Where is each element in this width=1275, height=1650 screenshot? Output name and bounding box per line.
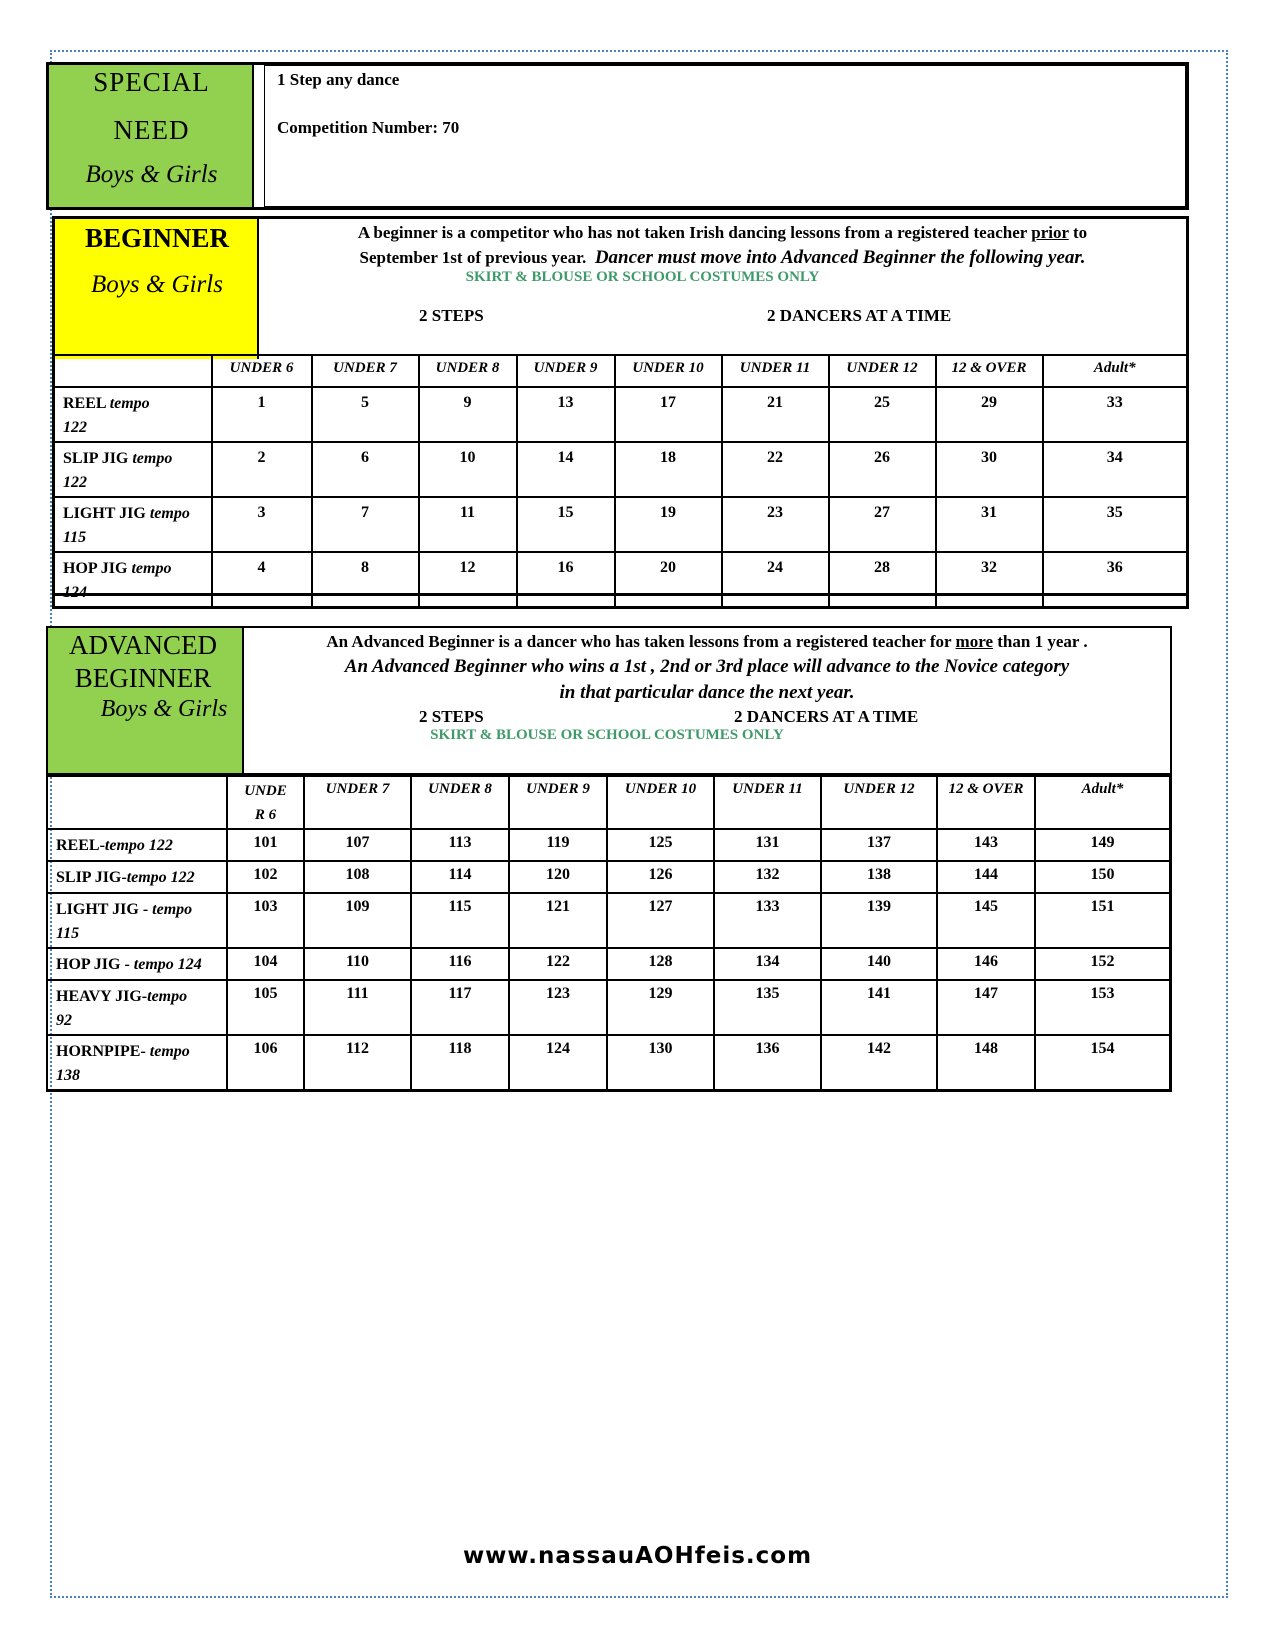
competition-number: 131 [714, 829, 821, 861]
advanced-table-row [47, 980, 1171, 1035]
beginner-header: UNDER 10 [615, 355, 722, 387]
competition-number: 30 [936, 442, 1043, 497]
competition-number: 132 [714, 861, 821, 893]
advanced-header: UNDER 8 [411, 776, 509, 829]
competition-number: 31 [936, 497, 1043, 552]
competition-number: 138 [821, 861, 937, 893]
beginner-table [52, 354, 1189, 609]
dance-label: HOP JIG [63, 560, 128, 577]
beginner-desc-text-b: to [1068, 223, 1088, 242]
beginner-dance-name [54, 442, 212, 497]
competition-number: 9 [419, 387, 517, 442]
footer-url: www.nassauAOHfeis.com [462, 1543, 813, 1569]
dance-label: SLIP JIG [63, 450, 129, 467]
competition-number: 17 [615, 387, 722, 442]
beginner-table-row [54, 442, 1188, 497]
advanced-dance-name [47, 893, 227, 948]
advanced-table [46, 775, 1172, 1092]
beginner-dancers: 2 DANCERS AT A TIME [767, 306, 952, 325]
competition-number: 19 [615, 497, 722, 552]
competition-number: 117 [411, 980, 509, 1035]
beginner-steps: 2 STEPS [419, 306, 484, 325]
competition-number: 110 [304, 948, 411, 980]
advanced-dance-name [47, 980, 227, 1035]
competition-number: 5 [312, 387, 419, 442]
beginner-header-blank [54, 355, 212, 387]
tempo-label: tempo 124 [133, 956, 202, 973]
competition-number: 36 [1043, 552, 1188, 608]
competition-number: 151 [1035, 893, 1171, 948]
beginner-label [55, 219, 259, 359]
dance-label: LIGHT JIG - [56, 901, 153, 918]
competition-number: 29 [936, 387, 1043, 442]
tempo-number: 115 [56, 925, 80, 942]
competition-number: 25 [829, 387, 936, 442]
special-need-subtitle: Boys & Girls [85, 161, 218, 188]
advanced-desc-line-2: An Advanced Beginner who wins a 1st , 2nd or 3rd place will advance to the Novice category [344, 656, 1070, 677]
special-need-detail-2: Competition Number: 70 [277, 118, 460, 137]
competition-number: 123 [509, 980, 607, 1035]
competition-number: 116 [411, 948, 509, 980]
competition-number: 23 [722, 497, 829, 552]
beginner-table-row [54, 497, 1188, 552]
competition-number: 111 [304, 980, 411, 1035]
competition-number: 142 [821, 1035, 937, 1091]
tempo-number: 92 [56, 1012, 72, 1029]
competition-number: 145 [937, 893, 1035, 948]
advanced-header: UNDER 9 [509, 776, 607, 829]
competition-number: 3 [212, 497, 312, 552]
advanced-table-row [47, 948, 1171, 980]
tempo-number: 122 [63, 419, 87, 436]
competition-number: 28 [829, 552, 936, 608]
advanced-desc-line-1 [244, 632, 1170, 652]
competition-number: 108 [304, 861, 411, 893]
tempo-label: tempo [149, 1043, 190, 1060]
advanced-costume-note: SKIRT & BLOUSE OR SCHOOL COSTUMES ONLY [430, 727, 784, 743]
tempo-label: tempo [132, 450, 173, 467]
competition-number: 119 [509, 829, 607, 861]
tempo-number: 122 [63, 474, 87, 491]
competition-number: 4 [212, 552, 312, 608]
competition-number: 128 [607, 948, 714, 980]
advanced-dance-name [47, 1035, 227, 1091]
beginner-header: UNDER 7 [312, 355, 419, 387]
beginner-header: 12 & OVER [936, 355, 1043, 387]
competition-number: 1 [212, 387, 312, 442]
special-need-section [46, 62, 1189, 210]
competition-number: 122 [509, 948, 607, 980]
beginner-desc-date: September 1st of previous year. [359, 248, 587, 267]
competition-number: 26 [829, 442, 936, 497]
competition-number: 133 [714, 893, 821, 948]
competition-number: 104 [227, 948, 304, 980]
competition-number: 125 [607, 829, 714, 861]
special-need-title-2: NEED [113, 115, 190, 145]
advanced-header: UNDER 7 [304, 776, 411, 829]
competition-number: 139 [821, 893, 937, 948]
competition-number: 2 [212, 442, 312, 497]
competition-number: 12 [419, 552, 517, 608]
advanced-header-under6 [227, 776, 304, 829]
advanced-header: UNDER 12 [821, 776, 937, 829]
competition-number: 154 [1035, 1035, 1171, 1091]
competition-number: 143 [937, 829, 1035, 861]
advanced-description [244, 628, 1170, 773]
competition-number: 120 [509, 861, 607, 893]
competition-number: 6 [312, 442, 419, 497]
advanced-dance-name [47, 829, 227, 861]
dance-label: HEAVY JIG- [56, 988, 148, 1005]
tempo-label: tempo 122 [104, 837, 173, 854]
competition-number: 10 [419, 442, 517, 497]
advanced-desc-text-b: than 1 year . [993, 632, 1088, 651]
beginner-title: BEGINNER [84, 223, 230, 253]
advanced-header: UNDER 11 [714, 776, 821, 829]
competition-number: 144 [937, 861, 1035, 893]
special-need-detail-1: 1 Step any dance [277, 70, 400, 89]
competition-number: 118 [411, 1035, 509, 1091]
competition-number: 16 [517, 552, 615, 608]
special-need-label [49, 65, 254, 207]
tempo-label: tempo [109, 395, 150, 412]
competition-number: 127 [607, 893, 714, 948]
special-need-title-1: SPECIAL [93, 67, 210, 97]
competition-number: 140 [821, 948, 937, 980]
competition-number: 22 [722, 442, 829, 497]
beginner-subtitle: Boys & Girls [91, 271, 223, 298]
competition-number: 150 [1035, 861, 1171, 893]
competition-number: 126 [607, 861, 714, 893]
tempo-number: 138 [56, 1067, 80, 1084]
competition-number: 20 [615, 552, 722, 608]
competition-number: 103 [227, 893, 304, 948]
beginner-header: UNDER 9 [517, 355, 615, 387]
competition-number: 146 [937, 948, 1035, 980]
advanced-title-1: ADVANCED [68, 630, 217, 660]
advanced-table-row [47, 893, 1171, 948]
competition-number: 14 [517, 442, 615, 497]
beginner-header: UNDER 8 [419, 355, 517, 387]
beginner-description [259, 219, 1186, 359]
competition-number: 115 [411, 893, 509, 948]
beginner-header: UNDER 11 [722, 355, 829, 387]
competition-number: 134 [714, 948, 821, 980]
advanced-dance-name [47, 948, 227, 980]
tempo-label: tempo [131, 560, 172, 577]
competition-number: 35 [1043, 497, 1188, 552]
beginner-header: Adult* [1043, 355, 1188, 387]
advanced-header-under6-line2: R 6 [254, 807, 277, 823]
advanced-header: Adult* [1035, 776, 1171, 829]
advanced-table-row [47, 1035, 1171, 1091]
competition-number: 18 [615, 442, 722, 497]
beginner-desc-underlined: prior [1031, 223, 1069, 242]
competition-number: 34 [1043, 442, 1188, 497]
advanced-subtitle: Boys & Girls [100, 696, 228, 722]
advanced-table-row [47, 861, 1171, 893]
advanced-header: UNDER 10 [607, 776, 714, 829]
competition-number: 8 [312, 552, 419, 608]
advanced-desc-underlined: more [955, 632, 993, 651]
competition-number: 106 [227, 1035, 304, 1091]
competition-number: 129 [607, 980, 714, 1035]
competition-number: 105 [227, 980, 304, 1035]
competition-number: 32 [936, 552, 1043, 608]
competition-number: 149 [1035, 829, 1171, 861]
beginner-table-row [54, 552, 1188, 608]
competition-number: 152 [1035, 948, 1171, 980]
competition-number: 33 [1043, 387, 1188, 442]
advanced-desc-line-3: in that particular dance the next year. [559, 682, 855, 703]
dance-label: LIGHT JIG [63, 505, 146, 522]
advanced-section [46, 626, 1172, 775]
competition-number: 124 [509, 1035, 607, 1091]
tempo-number: 115 [63, 529, 87, 546]
competition-number: 102 [227, 861, 304, 893]
beginner-desc-text-a: A beginner is a competitor who has not taken Irish dancing lessons from a registered teacher [357, 223, 1032, 242]
dance-label: HORNPIPE- [56, 1043, 150, 1060]
competition-number: 141 [821, 980, 937, 1035]
advanced-desc-text-a: An Advanced Beginner is a dancer who has taken lessons from a registered teacher for [326, 632, 956, 651]
competition-number: 15 [517, 497, 615, 552]
advanced-dance-name [47, 861, 227, 893]
competition-number: 147 [937, 980, 1035, 1035]
competition-number: 114 [411, 861, 509, 893]
competition-number: 27 [829, 497, 936, 552]
beginner-table-row [54, 387, 1188, 442]
tempo-label: tempo 122 [126, 869, 195, 886]
competition-number: 7 [312, 497, 419, 552]
advanced-dancers: 2 DANCERS AT A TIME [734, 707, 919, 726]
competition-number: 109 [304, 893, 411, 948]
dance-label: REEL [63, 395, 106, 412]
competition-number: 101 [227, 829, 304, 861]
competition-number: 137 [821, 829, 937, 861]
tempo-number: 124 [63, 584, 87, 601]
advanced-steps: 2 STEPS [419, 707, 484, 726]
competition-number: 130 [607, 1035, 714, 1091]
beginner-desc-line-1 [259, 223, 1186, 243]
competition-number: 11 [419, 497, 517, 552]
beginner-desc-italic: Dancer must move into Advanced Beginner the following year. [594, 247, 1086, 268]
beginner-header: UNDER 6 [212, 355, 312, 387]
tempo-label: tempo [147, 988, 188, 1005]
advanced-header: 12 & OVER [937, 776, 1035, 829]
competition-number: 13 [517, 387, 615, 442]
advanced-header-under6-line1: UNDE [244, 783, 287, 799]
competition-number: 148 [937, 1035, 1035, 1091]
beginner-dance-name [54, 497, 212, 552]
advanced-header-blank [47, 776, 227, 829]
competition-number: 136 [714, 1035, 821, 1091]
competition-number: 21 [722, 387, 829, 442]
special-need-info [264, 65, 1186, 207]
competition-number: 153 [1035, 980, 1171, 1035]
advanced-title-2: BEGINNER [74, 663, 212, 693]
dance-label: HOP JIG - [56, 956, 134, 973]
competition-number: 113 [411, 829, 509, 861]
beginner-desc-line-2 [259, 247, 1186, 269]
beginner-costume-note: SKIRT & BLOUSE OR SCHOOL COSTUMES ONLY [465, 269, 820, 285]
competition-number: 24 [722, 552, 829, 608]
competition-number: 121 [509, 893, 607, 948]
beginner-dance-name [54, 387, 212, 442]
advanced-label [48, 628, 244, 773]
competition-number: 135 [714, 980, 821, 1035]
beginner-dance-name [54, 552, 212, 608]
competition-number: 112 [304, 1035, 411, 1091]
dance-label: REEL- [56, 837, 105, 854]
competition-number: 107 [304, 829, 411, 861]
beginner-header: UNDER 12 [829, 355, 936, 387]
tempo-label: tempo [152, 901, 193, 918]
dance-label: SLIP JIG- [56, 869, 127, 886]
advanced-table-row [47, 829, 1171, 861]
tempo-label: tempo [149, 505, 190, 522]
